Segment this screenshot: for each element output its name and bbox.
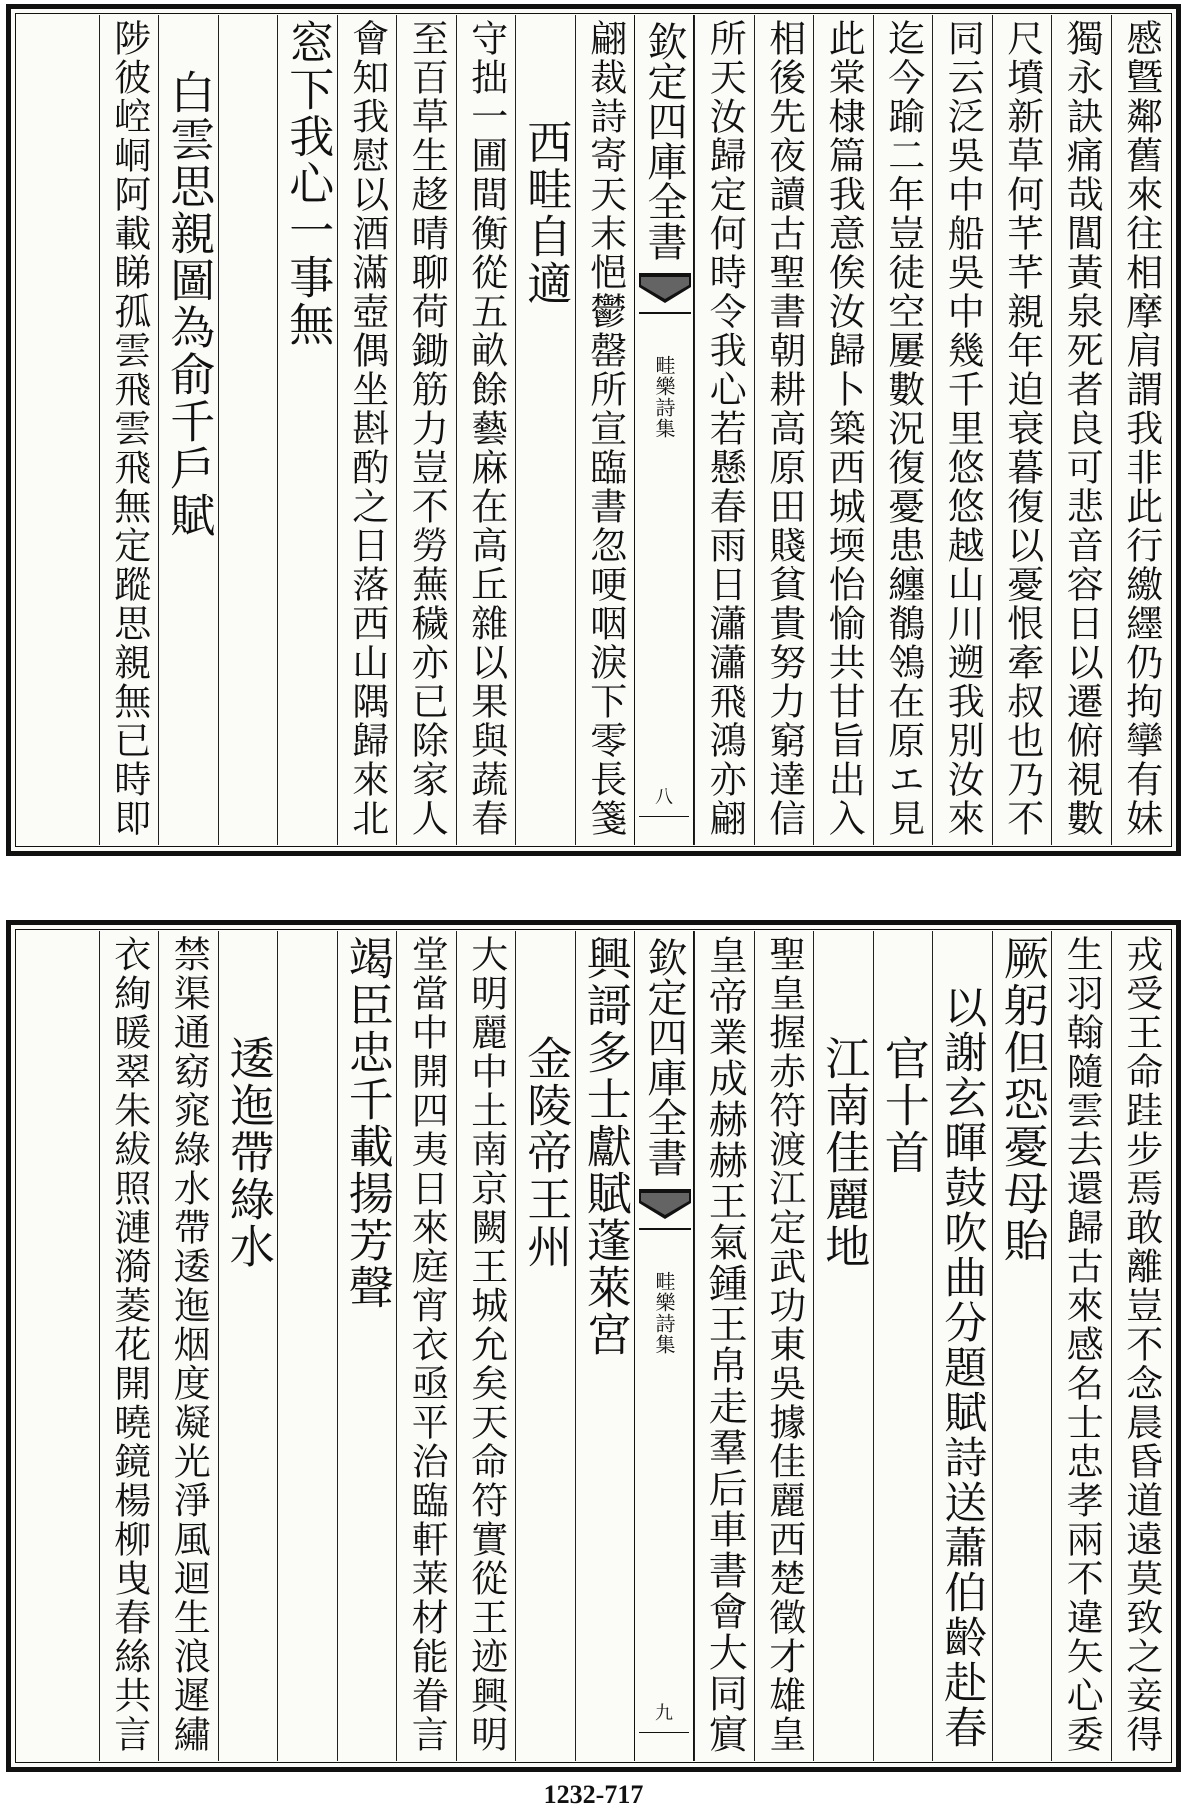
text-column [396,931,456,1761]
text-column [1111,15,1171,845]
page-top [6,4,1181,856]
column-text: 陟彼崆峒阿載睇孤雲飛雲飛無定蹤思親無已時即 [107,19,151,838]
column-text: 至百草生趍晴聊荷鋤筋力豈不勞蕪穢亦已除家人 [405,19,449,838]
text-column [754,15,814,845]
center-page-number: 八 [655,787,673,808]
text-column [337,15,397,845]
text-column [218,15,278,845]
text-column [456,15,516,845]
column-text: 興謌多士獻賦蓬萊宮 [578,935,632,1358]
text-column [396,15,456,845]
text-column [515,15,575,845]
column-text: 金陵帝王州 [519,1035,573,1270]
column-text [278,935,337,1757]
center-page-rule [639,816,689,817]
column-text: 厥躬但恐憂母貽 [995,935,1049,1264]
column-text: 迄今踰二年豈徒空屢數況復憂患纏鶺鴒在原エ見 [881,19,925,838]
column-text: 翩裁詩寄天末悒鬱罄所宣臨書忽哽咽淚下零長箋 [583,19,627,838]
column-text: 官十首 [876,1035,930,1176]
column-text: 獨永訣痛哉閶黃泉死者良可悲音容日以遷俯視數 [1060,19,1104,838]
text-column [337,931,397,1761]
column-text: 禁渠通窈窕綠水帶逶迤烟度凝光淨風迴生浪遲繡 [167,935,211,1754]
column-text: 大明麗中土南京闕王城允矣天命符實從王迹興明 [464,935,508,1754]
column-text: 聖皇握赤符渡江定武功東吳據佳麗西楚徵才雄皇 [762,935,806,1754]
text-column [575,15,635,845]
text-column [515,931,575,1761]
column-text: 白雲思親圖為俞千戶賦 [162,69,216,539]
center-strip [634,15,694,845]
column-text: 相後先夜讀古聖書朝耕高原田賤貧貴努力窮達信 [762,19,806,838]
center-page-rule [639,1732,689,1733]
column-text: 西畦自適 [519,119,573,307]
footer-page-code: 1232-717 [543,1780,644,1809]
column-text: 慼曁鄰舊來往相摩肩謂我非此行繳纆仍拘攣有妹 [1119,19,1163,838]
text-column [575,931,635,1761]
text-column [873,931,933,1761]
center-book-title: 畦樂詩集 [652,355,676,439]
text-column [1051,931,1111,1761]
column-text: 逶迤帶綠水 [221,1035,275,1270]
column-text: 以謝玄暉鼓吹曲分題賦詩送蕭伯齡赴春 [937,985,988,1750]
text-column [873,15,933,845]
text-column [992,15,1052,845]
text-column [158,931,218,1761]
column-text: 竭臣忠千載揚芳聲 [340,935,394,1311]
text-column [218,931,278,1761]
column-text: 衣絢暖翠朱紱照漣漪菱花開曉鏡楊柳曳春絲共言 [107,935,151,1754]
text-column [932,931,992,1761]
column-text [219,19,278,841]
fishtail-ornament [639,1189,691,1231]
fishtail-ornament [639,273,691,315]
column-text: 守拙一圃間衡從五畝餘藝麻在高丘雜以果與蔬春 [464,19,508,838]
center-strip [634,931,694,1761]
text-column [1111,931,1171,1761]
text-column [992,931,1052,1761]
center-header: 欽定四庫全書 [641,937,687,1177]
text-column [694,931,754,1761]
column-text: 江南佳麗地 [817,1035,871,1270]
text-column [1051,15,1111,845]
column-text: 同云泛吳中船吳中幾千里悠悠越山川遡我別汝來 [941,19,985,838]
text-column [813,931,873,1761]
page-bottom [6,920,1181,1772]
text-column [694,15,754,845]
column-text: 尺墳新草何芊芊親年迫衰暮復以憂恨牽叔也乃不 [1000,19,1044,838]
text-column [99,15,159,845]
text-column [277,15,337,845]
column-text: 會知我慰以酒滿壺偶坐斟酌之日落西山隅歸來北 [345,19,389,838]
text-column [754,931,814,1761]
column-text: 戎受王命跬步焉敢離豈不念晨昏道遠莫致之妾得 [1119,935,1163,1754]
column-text: 生羽翰隨雲去還歸古來感名士忠孝兩不違矢心委 [1060,935,1104,1754]
column-text: 堂當中開四夷日來庭宵衣亟平治臨軒莱材能眷言 [405,935,449,1754]
text-column [99,931,159,1761]
text-column [932,15,992,845]
text-column [456,931,516,1761]
column-text: 皇帝業成赫赫王氣鍾王帛走羣后車書會大同賔 [702,935,748,1755]
column-text: 所天汝歸定何時令我心若懸春雨日瀟瀟飛鴻亦翩 [703,19,747,838]
center-book-title: 畦樂詩集 [652,1271,676,1355]
center-header: 欽定四庫全書 [641,21,687,261]
column-text: 窓下我心一事無 [281,19,335,348]
text-column [813,15,873,845]
text-column [158,15,218,845]
center-page-number: 九 [655,1703,673,1724]
text-column [277,931,337,1761]
column-text: 此棠棣篇我意俟汝歸卜築西城堧怡愉共甘旨出入 [822,19,866,838]
